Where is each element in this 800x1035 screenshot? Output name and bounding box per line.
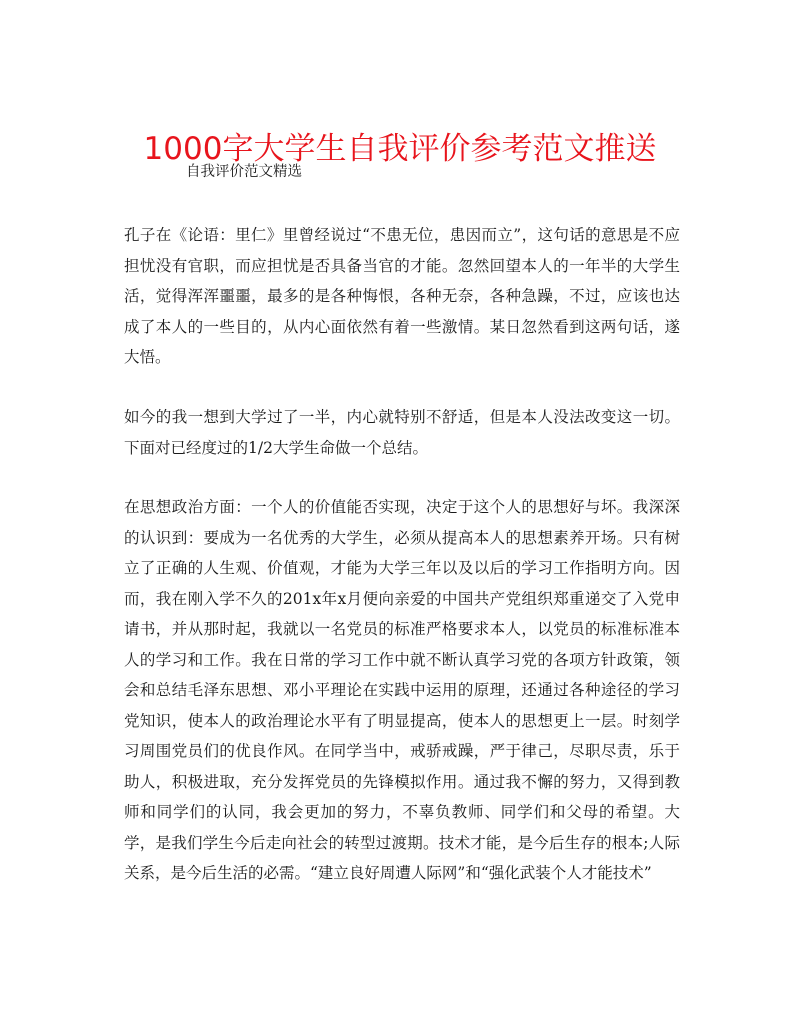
document-title: 1000字大学生自我评价参考范文推送 [143,130,657,167]
paragraph: 如今的我一想到大学过了一半，内心就特别不舒适，但是本人没法改变这一切。下面对已经度过的1/2大学生命做一个总结。 [124,408,680,457]
paragraph: 孔子在《论语：里仁》里曾经说过“不患无位，患因而立”，这句话的意思是不应担忧没有官职，而应担忧是否具备当官的才能。忽然回望本人的一年半的大学生活，觉得浑浑噩噩，最多的是各种悔恨，各种无奈，各种急躁，不过，应该也达成了本人的一些目的，从内心面依然有着一些激情。某日忽然看到这两句话，遂大悟。 [124,226,680,366]
document-subtitle: 自我评价范文精选 [186,164,302,180]
paragraph: 在思想政治方面：一个人的价值能否实现，决定于这个人的思想好与坏。我深深的认识到：要成为一名优秀的大学生，必须从提高本人的思想素养开场。只有树立了正确的人生观、价值观，才能为大学三年以及以后的学习工作指明方向。因而，我在刚入学不久的201x年x月便向亲爱的中国共产党组织郑重递交了入党申请书，并从那时起，我就以一名党员的标准严格要求本人，以党员的标准标准本人的学习和工作。我在日常的学习工作中就不断认真学习党的各项方针政策，领会和总结毛泽东思想、邓小平理论在实践中运用的原理，还通过各种途径的学习党知识，使本人的政治理论水平有了明显提高，使本人的思想更上一层。时刻学习周围党员们的优良作风。在同学当中，戒骄戒躁，严于律己，尽职尽责，乐于助人，积极进取，充分发挥党员的先锋模拟作用。通过我不懈的努力，又得到教师和同学们的认同，我会更加的努力，不辜负教师、同学们和父母的希望。大学，是我们学生今后走向社会的转型过渡期。技术才能，是今后生存的根本;人际关系，是今后生活的必需。“建立良好周遭人际网”和“强化武装个人才能技术” [124,498,680,882]
